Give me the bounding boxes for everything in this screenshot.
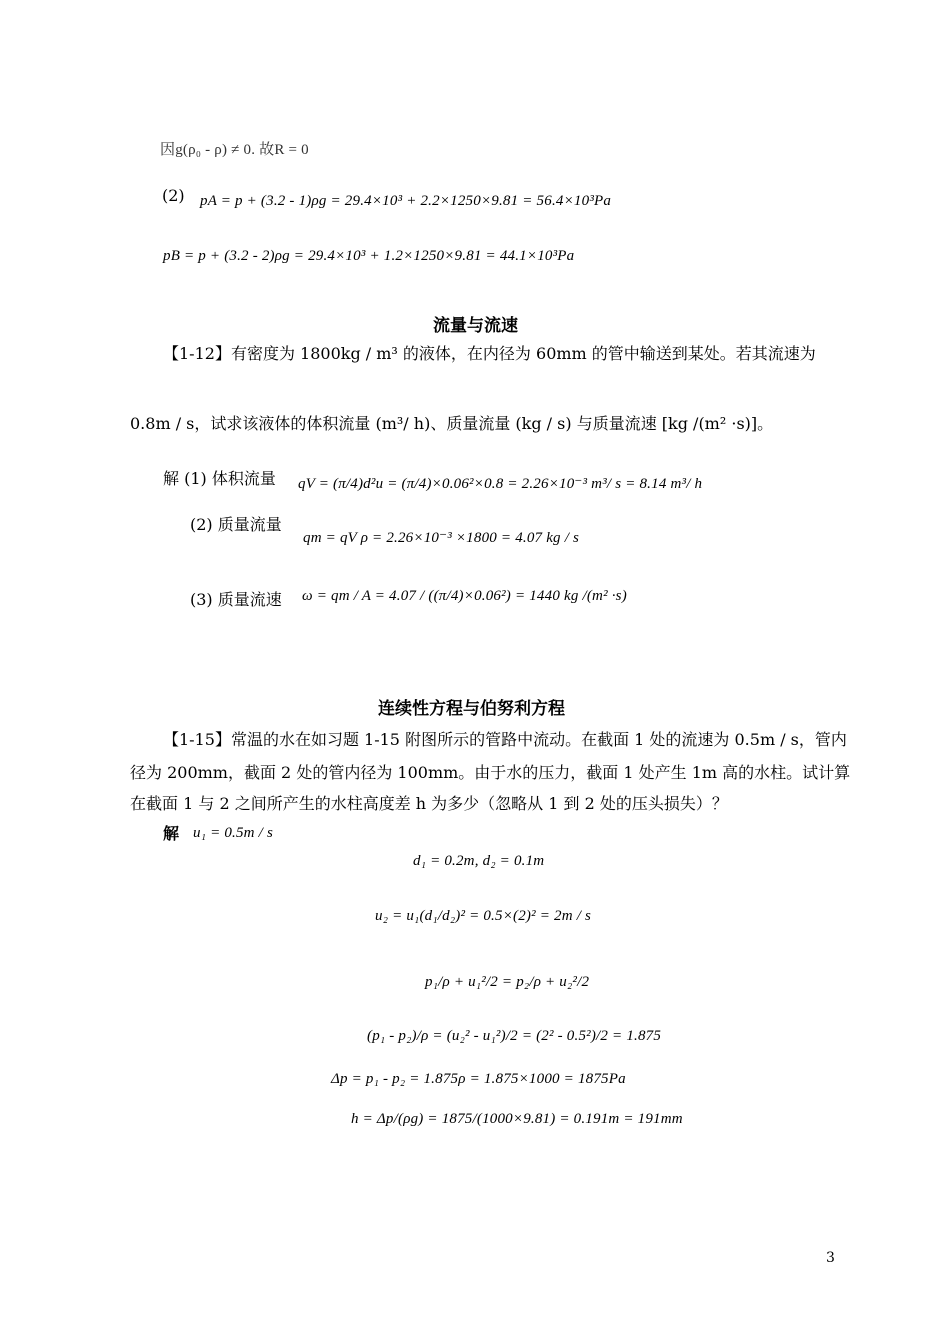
equation-height: h = Δp/(ρg) = 1875/(1000×9.81) = 0.191m = 191mm (351, 1111, 683, 1127)
page-number: 3 (826, 1250, 835, 1266)
equation-pB: pB = p + (3.2 - 2)ρg = 29.4×10³ + 1.2×1250×9.81 = 44.1×10³Pa (163, 248, 575, 264)
equation-u2: u₂ = u₁(d₁/d₂)² = 0.5×(2)² = 2m / s (375, 908, 592, 924)
solution-1-12-label3: (3) 质量流速 (190, 590, 282, 609)
equation-volume-flow: qV = (π/4)d²u = (π/4)×0.06²×0.8 = 2.26×10⁻³ m³/ s = 8.14 m³/ h (298, 476, 703, 492)
equation-diameters: d₁ = 0.2m, d₂ = 0.1m (413, 853, 545, 869)
section-heading-flow: 流量与流速 (433, 316, 518, 336)
problem-1-12-line2: 0.8m / s，试求该液体的体积流量 (m³/ h)、质量流量 (kg / s) 与质量流速 [kg /(m² ·s)]。 (130, 414, 774, 433)
problem-1-15-line2: 径为 200mm，截面 2 处的管内径为 100mm。由于水的压力，截面 1 处产生 1m 高的水柱。试计算 (130, 763, 851, 782)
item-label-2: (2) (162, 186, 185, 205)
equation-pA: pA = p + (3.2 - 1)ρg = 29.4×10³ + 2.2×1250×9.81 = 56.4×10³Pa (200, 193, 612, 209)
solution-1-12-label2: (2) 质量流量 (190, 515, 282, 534)
equation-u1: u₁ = 0.5m / s (193, 825, 274, 841)
equation-mass-flow: qm = qV ρ = 2.26×10⁻³ ×1800 = 4.07 kg / s (303, 530, 580, 546)
solution-1-12-label1: 解 (1) 体积流量 (163, 469, 276, 488)
equation-r-zero: 因g(ρ₀ - ρ) ≠ 0. 故R = 0 (160, 142, 309, 158)
problem-1-15-line1: 【1-15】常温的水在如习题 1-15 附图所示的管路中流动。在截面 1 处的流速为 0.5m / s，管内 (163, 730, 847, 749)
equation-bernoulli: p₁/ρ + u₁²/2 = p₂/ρ + u₂²/2 (425, 974, 590, 990)
equation-delta-p: Δp = p₁ - p₂ = 1.875ρ = 1.875×1000 = 1875Pa (331, 1071, 626, 1087)
solution-1-15-label: 解 (163, 824, 180, 843)
section-heading-continuity-bernoulli: 连续性方程与伯努利方程 (378, 699, 565, 719)
problem-1-12-line1: 【1-12】有密度为 1800kg / m³ 的液体，在内径为 60mm 的管中输送到某处。若其流速为 (163, 344, 816, 363)
problem-1-15-line3: 在截面 1 与 2 之间所产生的水柱高度差 h 为多少（忽略从 1 到 2 处的压头损失）？ (130, 794, 728, 813)
equation-pressure-ratio: (p₁ - p₂)/ρ = (u₂² - u₁²)/2 = (2² - 0.5²)/2 = 1.875 (367, 1028, 662, 1044)
equation-mass-velocity: ω = qm / A = 4.07 / ((π/4)×0.06²) = 1440 kg /(m² ·s) (302, 588, 627, 604)
